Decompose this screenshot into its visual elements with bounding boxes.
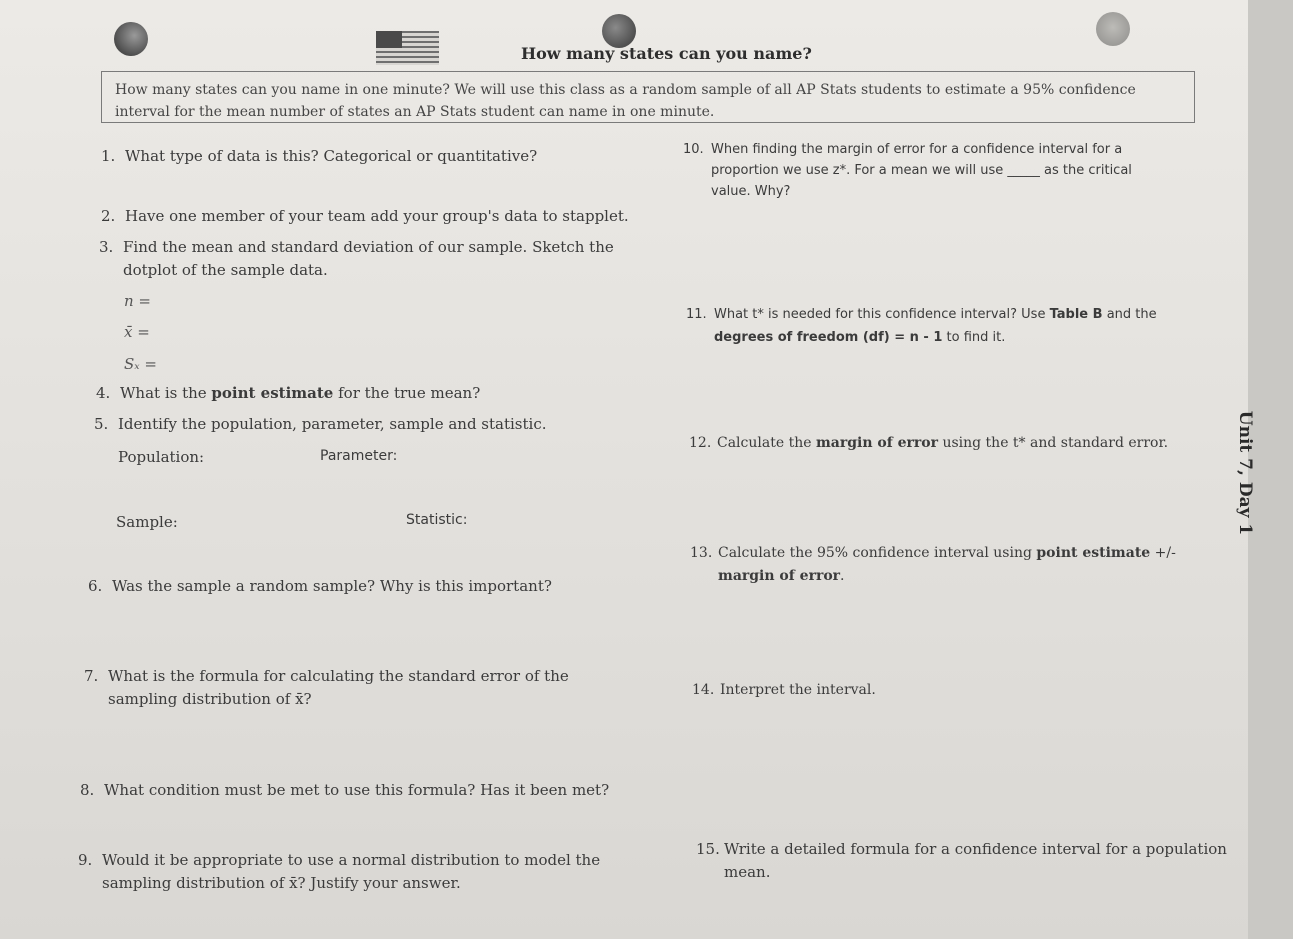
question-11: 11. What t* is needed for this confidence interval? Use Table B and the degrees of freedom (df) = n - 1 to find it. <box>686 307 1157 345</box>
intro-box: How many states can you name in one minute? We will use this class as a random sample of all AP Stats students to estimate a 95% confidence interval for the mean number of states an AP Stats student can name in one minute. <box>101 71 1195 123</box>
worksheet-title: How many states can you name? <box>521 44 812 63</box>
punch-hole-right <box>1096 12 1130 46</box>
question-13: 13. Calculate the 95% confidence interval using point estimate +/- margin of error. <box>690 545 1176 584</box>
question-9: 9. Would it be appropriate to use a normal distribution to model the sampling distribution of x̄? Justify your answer. <box>78 851 601 892</box>
question-12: 12. Calculate the margin of error using the t* and standard error. <box>689 435 1169 451</box>
question-10: 10. When finding the margin of error for a confidence interval for a proportion we use z*. For a mean we will use _____ as the critical value. Why? <box>683 142 1132 199</box>
question-5: 5. Identify the population, parameter, sample and statistic. <box>94 415 547 433</box>
question-4: 4. What is the point estimate for the true mean? <box>96 384 481 402</box>
stat-n-label: n = <box>124 292 151 310</box>
stat-xbar-label: x̄ = <box>124 323 150 341</box>
american-flag-icon <box>376 31 439 65</box>
question-7: 7. What is the formula for calculating the standard error of the sampling distribution of x̄? <box>84 667 569 708</box>
sample-label: Sample: <box>116 513 178 531</box>
question-3: 3. Find the mean and standard deviation of our sample. Sketch the dotplot of the sample data. <box>99 238 614 279</box>
stat-sx-label: Sₓ = <box>124 355 157 373</box>
question-2: 2. Have one member of your team add your group's data to stapplet. <box>101 207 629 225</box>
parameter-label: Parameter: <box>320 448 398 464</box>
question-1: 1. What type of data is this? Categorical or quantitative? <box>101 147 538 165</box>
punch-hole-left <box>114 22 148 56</box>
question-6: 6. Was the sample a random sample? Why is this important? <box>88 577 552 595</box>
population-label: Population: <box>118 448 205 466</box>
question-14: 14. Interpret the interval. <box>692 682 876 698</box>
unit-day-label: Unit 7, Day 1 <box>1235 410 1255 535</box>
statistic-label: Statistic: <box>406 512 468 528</box>
question-15: 15. Write a detailed formula for a confidence interval for a population mean. <box>696 840 1227 881</box>
punch-hole-center <box>602 14 636 48</box>
question-8: 8. What condition must be met to use this formula? Has it been met? <box>80 781 610 799</box>
